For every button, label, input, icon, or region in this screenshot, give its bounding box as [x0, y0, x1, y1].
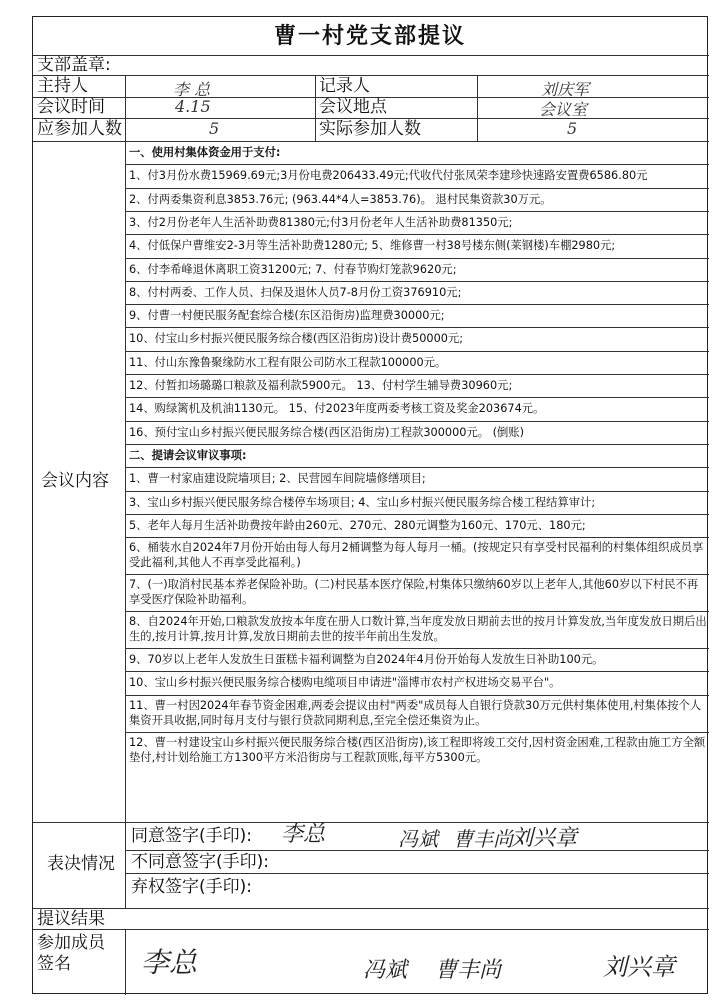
content-item: 6、桶装水自2024年7月份开始由每人每月2桶调整为每人每月一桶。(按规定只有享受村民福利的村集体组织成员享受此福利,其他人不再享受此福利。): [129, 541, 704, 570]
host-value: 李 总: [173, 80, 211, 99]
result-label: 提议结果: [37, 909, 105, 929]
divider: [125, 258, 709, 259]
divider: [477, 75, 478, 141]
expected-value: 5: [209, 119, 220, 138]
proposal-form: [32, 16, 708, 994]
content-label: 会议内容: [41, 471, 109, 491]
divider: [125, 75, 126, 141]
content-item: 11、付山东豫鲁聚缘防水工程有限公司防水工程款100000元。: [129, 355, 447, 369]
content-item: 11、曹一村因2024年春节资金困难,两委会提议由村"两委"成员每人自银行贷款30万元供村集体使用,村集体按个人集资开具收据,同时每月支付与银行贷款同期利息,至完全偿还集资为止。: [129, 698, 702, 727]
divider: [125, 234, 709, 235]
members-label: 参加成员签名: [37, 933, 105, 974]
agree-signature: 刘兴章: [511, 826, 578, 851]
divider: [125, 574, 709, 575]
time-value: 4.15: [175, 97, 211, 116]
divider: [125, 695, 709, 696]
content-item: 3、宝山乡村振兴便民服务综合楼停车场项目; 4、宝山乡村振兴便民服务综合楼工程结算审计;: [129, 495, 596, 509]
divider: [125, 351, 709, 352]
divider: [125, 648, 709, 649]
content-item: 14、购绿篱机及机油1130元。 15、付2023年度两委考核工资及奖金203674元。: [129, 402, 545, 416]
content-item: 16、预付宝山乡村振兴便民服务综合楼(西区沿街房)工程款300000元。 (倒账): [129, 425, 525, 439]
time-label: 会议时间: [37, 97, 105, 117]
content-item: 3、付2月份老年人生活补助费81380元;付3月份老年人生活补助费81350元;: [129, 215, 513, 229]
member-signature: 曹丰尚: [435, 958, 502, 983]
divider: [125, 514, 709, 515]
divider: [125, 822, 126, 908]
divider: [33, 75, 709, 76]
content-item: 1、付3月份水费15969.69元;3月份电费206433.49元;代收代付张凤荣李建珍快速路安置费6586.80元: [129, 169, 648, 183]
disagree-label: 不同意签字(手印):: [131, 852, 269, 872]
recorder-value: 刘庆军: [541, 80, 590, 99]
actual-label: 实际参加人数: [319, 119, 421, 139]
divider: [125, 732, 709, 733]
divider: [125, 164, 709, 165]
divider: [33, 929, 709, 930]
place-label: 会议地点: [319, 97, 387, 117]
stamp-label: 支部盖章:: [37, 55, 111, 75]
divider: [33, 822, 709, 823]
divider: [315, 75, 316, 141]
content-item: 9、付曹一村便民服务配套综合楼(东区沿街房)监理费30000元;: [129, 309, 445, 323]
divider: [125, 188, 709, 189]
recorder-label: 记录人: [319, 76, 370, 96]
content-item: 2、付两委集资利息3853.76元; (963.44*4人=3853.76)。 退村民集资款30万元。: [129, 192, 552, 206]
content-item: 12、曹一村建设宝山乡村振兴便民服务综合楼(西区沿街房),该工程即将竣工交付,因村资金困难,工程款由施工方全额垫付,村计划给施工方1300平方米沿街房与工程款顶账,每平方5300元。: [129, 735, 706, 764]
page-title: 曹一村党支部提议: [273, 23, 466, 49]
member-signature: 冯斌: [363, 958, 408, 983]
agree-signature: 冯斌: [398, 827, 438, 851]
divider: [125, 611, 709, 612]
divider: [125, 929, 126, 995]
divider: [125, 374, 709, 375]
agree-label: 同意签字(手印):: [131, 826, 252, 846]
divider: [125, 327, 709, 328]
content-item: 8、付村两委、工作人员、扫保及退休人员7-8月份工资376910元;: [129, 285, 462, 299]
member-signature: 刘兴章: [603, 953, 675, 981]
divider: [33, 55, 709, 56]
divider: [33, 141, 709, 142]
divider: [125, 491, 709, 492]
content-item: 6、付李希峰退休离职工资31200元; 7、付春节购灯笼款9620元;: [129, 262, 457, 276]
expected-label: 应参加人数: [37, 119, 122, 139]
content-item: 9、70岁以上老年人发放生日蛋糕卡福利调整为自2024年4月份开始每人发放生日补助100元。: [129, 653, 604, 667]
divider: [125, 211, 709, 212]
place-value: 会议室: [539, 100, 588, 119]
divider: [125, 421, 709, 422]
divider: [125, 873, 709, 874]
member-signature: 李总: [141, 946, 198, 979]
actual-value: 5: [567, 119, 578, 138]
content-item: 8、自2024年开始,口粮款发放按本年度在册人口数计算,当年度发放日期前去世的按月计算发放,当年度发放日期后出生的,按月计算,按月计算,发放日期前去世的按半年前出生发放。: [129, 615, 707, 644]
divider: [33, 908, 709, 909]
divider: [125, 467, 709, 468]
content-item: 1、曹一村家庙建设院墙项目; 2、民营园车间院墙修缮项目;: [129, 472, 426, 486]
divider: [125, 444, 709, 445]
vote-label: 表决情况: [47, 854, 115, 874]
content-item: 7、(一)取消村民基本养老保险补助。(二)村民基本医疗保险,村集体只缴纳60岁以上老年人,其他60岁以下村民不再享受医疗保险补助福利。: [129, 578, 699, 607]
abstain-label: 弃权签字(手印):: [131, 877, 252, 897]
divider: [125, 281, 709, 282]
divider: [125, 304, 709, 305]
agree-signature: 李总: [281, 822, 326, 847]
content-item: 5、老年人每月生活补助费按年龄由260元、270元、280元调整为160元、170元、180元;: [129, 518, 586, 532]
divider: [125, 671, 709, 672]
content-item: 12、付暂扣场璐璐口粮款及福利款5900元。 13、付村学生辅导费30960元;: [129, 379, 513, 392]
content-item: 4、付低保户曹维安2-3月等生活补助费1280元; 5、维修曹一村38号楼东侧(莱钢楼)车棚2980元;: [129, 239, 616, 253]
section-heading: 一、使用村集体资金用于支付:: [129, 146, 281, 159]
divider: [125, 397, 709, 398]
agree-signature: 曹丰尚: [453, 827, 513, 851]
content-item: 10、付宝山乡村振兴便民服务综合楼(西区沿街房)设计费50000元;: [129, 332, 464, 346]
content-item: 10、宝山乡村振兴便民服务综合楼购电缆项目申请进"淄博市农村产权进场交易平台"。: [129, 676, 561, 690]
divider: [125, 537, 709, 538]
host-label: 主持人: [37, 76, 88, 96]
section-heading: 二、提请会议审议事项:: [129, 448, 247, 462]
